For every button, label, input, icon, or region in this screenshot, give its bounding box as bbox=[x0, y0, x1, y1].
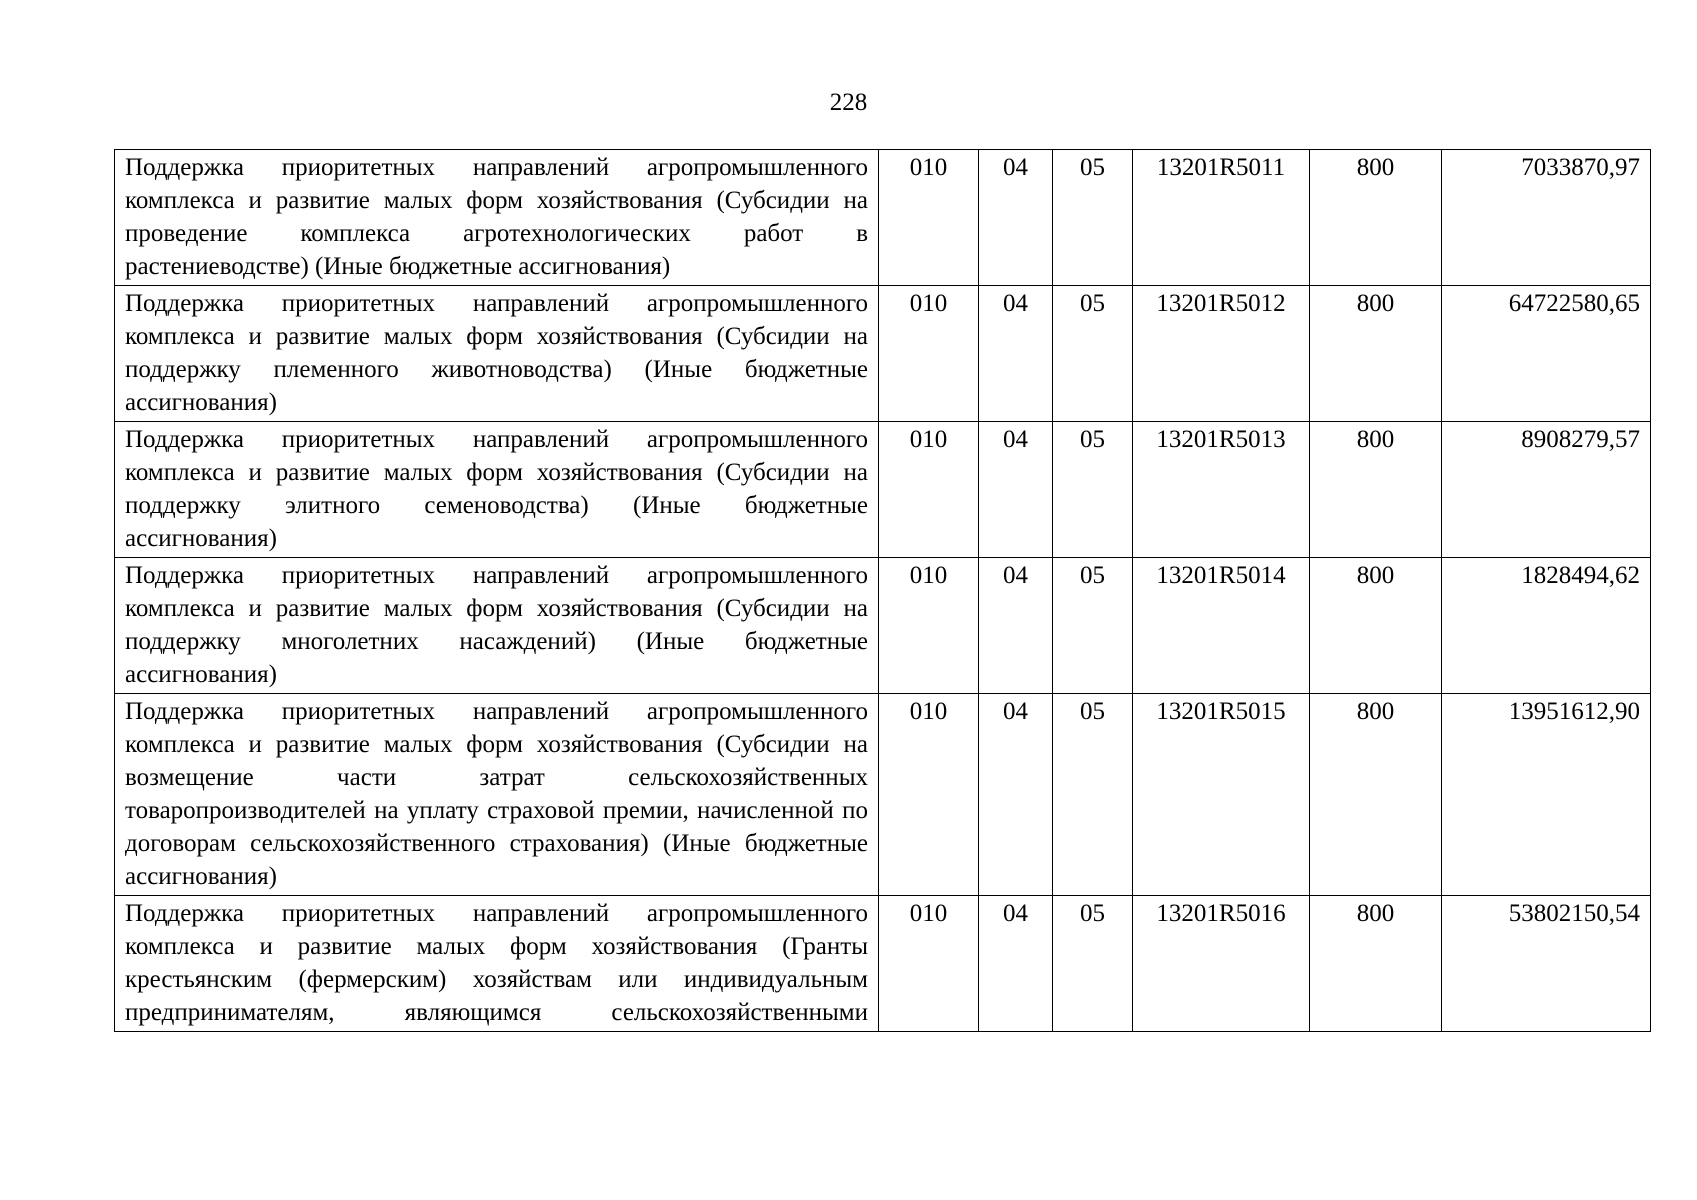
ministry-code-cell: 010 bbox=[879, 150, 979, 286]
amount-cell: 64722580,65 bbox=[1442, 286, 1651, 422]
section-code-cell: 04 bbox=[979, 422, 1053, 558]
subsection-code-cell: 05 bbox=[1053, 286, 1133, 422]
expense-type-cell: 800 bbox=[1310, 558, 1442, 694]
amount-cell: 13951612,90 bbox=[1442, 694, 1651, 896]
ministry-code-cell: 010 bbox=[879, 286, 979, 422]
subsection-code-cell: 05 bbox=[1053, 150, 1133, 286]
target-article-cell: 13201R5016 bbox=[1133, 896, 1310, 1032]
expense-type-cell: 800 bbox=[1310, 286, 1442, 422]
expense-type-cell: 800 bbox=[1310, 150, 1442, 286]
description-cell: Поддержка приоритетных направлений агропромышленного комплекса и развитие малых форм хозяйствования (Субсидии на поддержку элитного семеноводства) (Иные бюджетные ассигнования) bbox=[115, 422, 879, 558]
table-row bbox=[115, 150, 1651, 286]
expense-type-cell: 800 bbox=[1310, 896, 1442, 1032]
target-article-cell: 13201R5013 bbox=[1133, 422, 1310, 558]
table-row bbox=[115, 694, 1651, 896]
expense-type-cell: 800 bbox=[1310, 422, 1442, 558]
section-code-cell: 04 bbox=[979, 558, 1053, 694]
ministry-code-cell: 010 bbox=[879, 422, 979, 558]
amount-cell: 1828494,62 bbox=[1442, 558, 1651, 694]
description-cell: Поддержка приоритетных направлений агропромышленного комплекса и развитие малых форм хозяйствования (Субсидии на поддержку племенного животноводства) (Иные бюджетные ассигнования) bbox=[115, 286, 879, 422]
section-code-cell: 04 bbox=[979, 694, 1053, 896]
subsection-code-cell: 05 bbox=[1053, 896, 1133, 1032]
expense-type-cell: 800 bbox=[1310, 694, 1442, 896]
description-cell: Поддержка приоритетных направлений агропромышленного комплекса и развитие малых форм хозяйствования (Субсидии на возмещение части затрат сельскохозяйственных товаропроизводителей на уплату страховой премии, начисленной по договорам сельскохозяйственного страхования) (Иные бюджетные ассигнования) bbox=[115, 694, 879, 896]
description-cell: Поддержка приоритетных направлений агропромышленного комплекса и развитие малых форм хозяйствования (Субсидии на проведение комплекса агротехнологических работ в растениеводстве) (Иные бюджетные ассигнования) bbox=[115, 150, 879, 286]
description-cell: Поддержка приоритетных направлений агропромышленного комплекса и развитие малых форм хозяйствования (Гранты крестьянским (фермерским) хозяйствам или индивидуальным предпринимателям, являющимся сельскохозяйственными bbox=[115, 896, 879, 1032]
subsection-code-cell: 05 bbox=[1053, 694, 1133, 896]
table-row bbox=[115, 558, 1651, 694]
table-row bbox=[115, 286, 1651, 422]
target-article-cell: 13201R5011 bbox=[1133, 150, 1310, 286]
amount-cell: 8908279,57 bbox=[1442, 422, 1651, 558]
target-article-cell: 13201R5015 bbox=[1133, 694, 1310, 896]
section-code-cell: 04 bbox=[979, 896, 1053, 1032]
target-article-cell: 13201R5014 bbox=[1133, 558, 1310, 694]
amount-cell: 7033870,97 bbox=[1442, 150, 1651, 286]
section-code-cell: 04 bbox=[979, 286, 1053, 422]
page-number: 228 bbox=[829, 89, 868, 116]
ministry-code-cell: 010 bbox=[879, 694, 979, 896]
table-row bbox=[115, 896, 1651, 1032]
ministry-code-cell: 010 bbox=[879, 896, 979, 1032]
subsection-code-cell: 05 bbox=[1053, 422, 1133, 558]
budget-table bbox=[114, 149, 1651, 1032]
section-code-cell: 04 bbox=[979, 150, 1053, 286]
description-cell: Поддержка приоритетных направлений агропромышленного комплекса и развитие малых форм хозяйствования (Субсидии на поддержку многолетних насаждений) (Иные бюджетные ассигнования) bbox=[115, 558, 879, 694]
target-article-cell: 13201R5012 bbox=[1133, 286, 1310, 422]
table-row bbox=[115, 422, 1651, 558]
ministry-code-cell: 010 bbox=[879, 558, 979, 694]
subsection-code-cell: 05 bbox=[1053, 558, 1133, 694]
amount-cell: 53802150,54 bbox=[1442, 896, 1651, 1032]
